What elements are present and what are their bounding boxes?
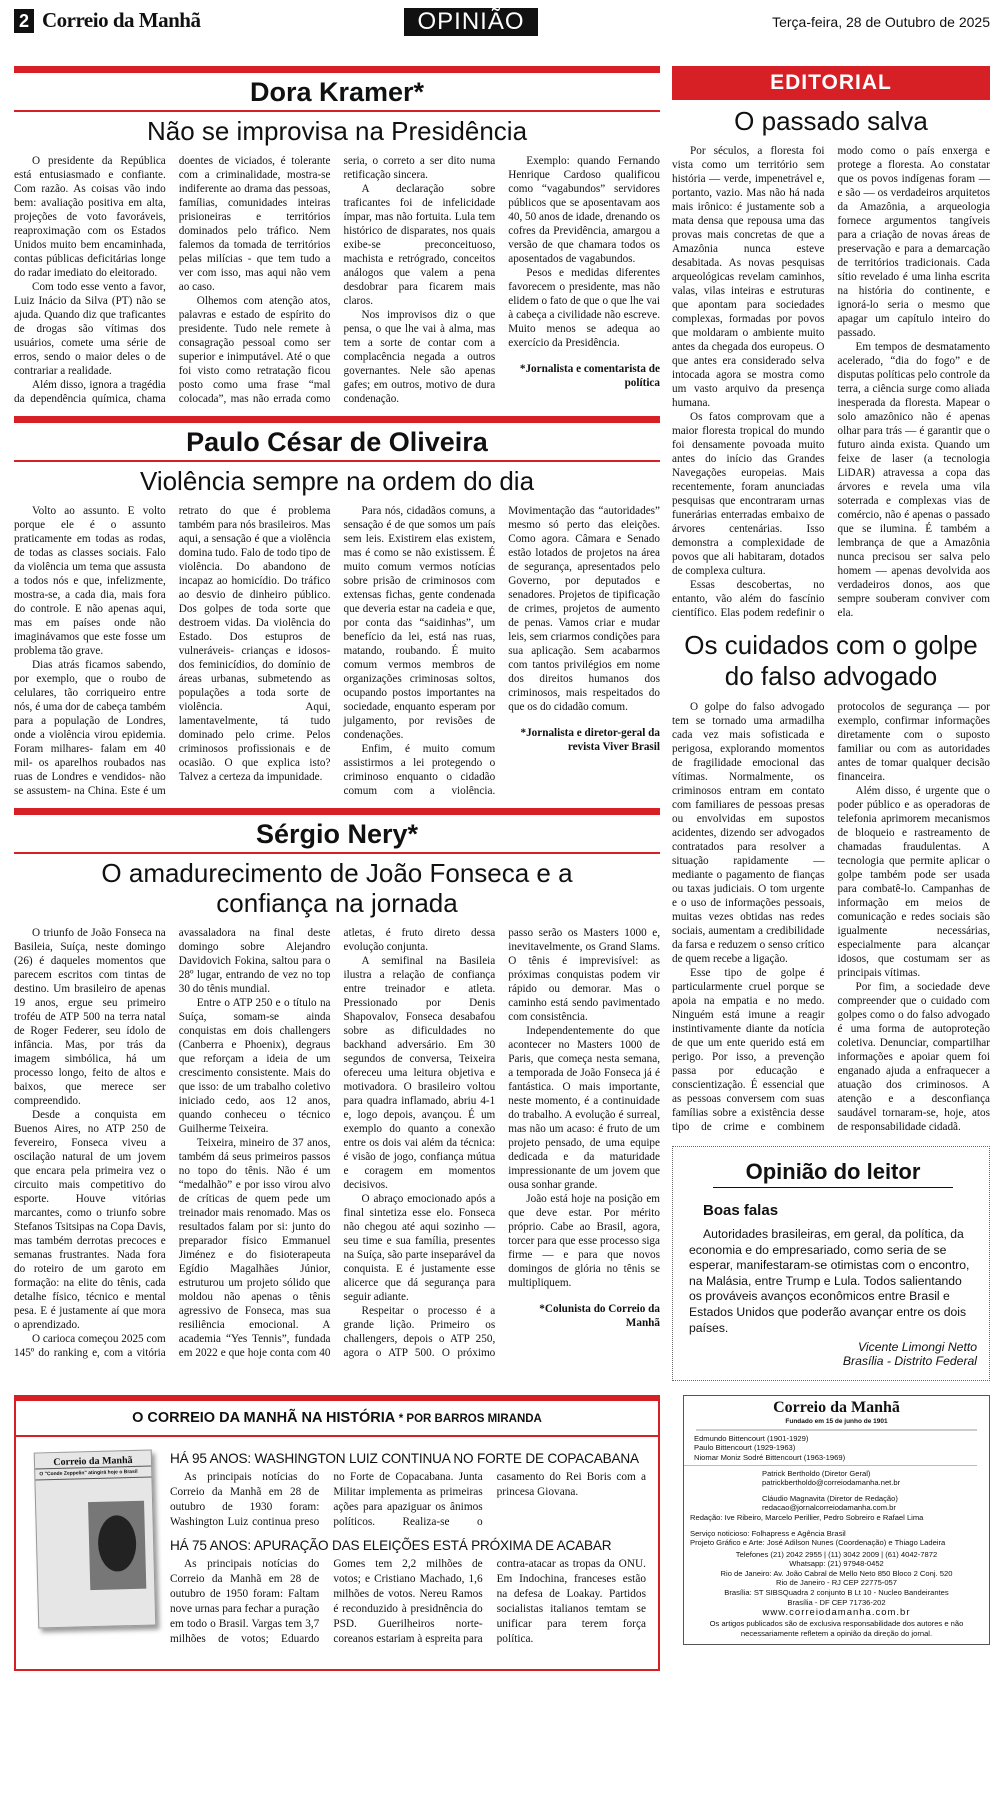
editorial-headline: O passado salva [734, 106, 928, 136]
column-author: Dora Kramer* [249, 77, 425, 107]
paragraph: O triunfo de João Fonseca na Basileia, Suíça, neste domingo (26) é daqueles momentos que parecem escritos com tintas de destino. Um brasileiro de apenas 19 anos, ergue seu primeiro troféu de ATP 500 na terra natal de Roger Federer, seu ídolo de infância. Mas, por trás da imagem simbólica, há um processo longo, feito de altos e baixos, que merece ser compreendido. [14, 927, 166, 1107]
divider [14, 852, 660, 854]
paragraph: Essas descobertas, no entanto, vão além do fascínio científico. Elas podem redefinir o modo como o país enxerga e protege a floresta. Ao constatar que os povos indígenas foram — e são — os verdadeiros arquitetos da Amazônia, a arqueologia fornece argumentos tangíveis para a criação de novas áreas de preservação e para a demarcação de territórios tradicionais. Cada sítio revelado é uma linha escrita na história do continente, e ignorá-lo seria o mesmo que apagar um capítulo inteiro do passado. [672, 145, 990, 619]
author-signature: *Jornalista e diretor-geral da revista Viver Brasil [520, 727, 660, 753]
paragraph: Para nós, cidadãos comuns, a sensação é de que somos um país sem leis. Existirem elas existem, mas é como se não existissem. É muito comum vermos notícias sobre prisão de criminosos com extensas fichas, gente condenada que deveria estar na cadeia e que, por conta das “saidinhas”, um benefício da lei, está nas ruas, matando, roubando. É muito comum vermos membros de organizações criminosas soltos, ocupando postos importantes na sociedade, enquanto esperam por julgamento, por revisões de condenações. [343, 505, 496, 741]
letter-headline: Boas falas [703, 1202, 779, 1219]
paragraph: Em tempos de desmatamento acelerado, “dia do fogo” e de disputas políticas pelo controle da terra, a ciência surge como aliada inesperada da floresta. Mapear o solo amazônico não é apenas olhar para trás — é garantir que o futuro ainda exista. Quando um feixe de laser (a tecnologia LiDAR) atravessa a copa das árvores e revela uma vila soterrada e complexas vias de comércio, não é apenas o passado que se ilumina. É também a lembrança de que a Amazônia nunca precisou ser salva pelo homem — apenas devolvida aos verdadeiros donos, aos que sempre souberam conviver com ela. [837, 341, 990, 619]
paragraph: João está hoje na posição em que deve estar. Por mérito próprio. Cabe ao Brasil, agora, torcer para que esse processo siga firme — e para que novos domingos de glória no tênis se multipliquem. [508, 1193, 660, 1289]
column-author: Sérgio Nery* [255, 819, 419, 849]
author-signature: *Colunista do Correio da Manhã [539, 1303, 660, 1329]
paragraph: A declaração sobre traficantes foi de infelicidade ímpar, mas não fortuita. Lula tem histórico de disparates, nos quais exibe-se preconceituoso, machista e retrógrado, conceitos análogos que valem a pena desdobrar para ficarem mais claros. [343, 183, 496, 307]
article-paulo-cesar [14, 416, 660, 798]
founder: Paulo Bittencourt (1929-1963) [694, 1443, 796, 1453]
masthead-logo: Correio da Manhã [42, 8, 201, 32]
newspaper-thumbnail [34, 1450, 157, 1629]
paragraph: Desde a conquista em Buenos Aires, no ATP 250 de fevereiro, Fonseca viveu a oscilação natural de um jovem que encara pela primeira vez o circuito mais competitivo do esporte. Houve vitórias marcantes, como o triunfo sobre Stefanos Tsitsipas na Copa Davis, mas também derrotas precoces e semanas frustrantes. Nada fora do roteiro de um garoto em formação: na elite do tênis, cada detalhe físico, técnico e mental pesa. E é justamente aí que mora o aprendizado. [14, 1109, 166, 1331]
paragraph: Além disso, ignora a tragédia da dependência química, chama doentes de viciados, é tolerante com a criminalidade, mostra-se indiferente ao drama das pessoas, famílias, comunidades inteiras prisioneiras e territórios dominados pelo tráfico. Nem falemos da tomada de territórios pelas milícias - que tem tudo a ver com isso, mas aqui não vem ao caso. [14, 155, 331, 405]
article-dora-kramer [14, 66, 660, 406]
opinion-columns [14, 56, 660, 1366]
letter-author: Vicente Limongi Netto [857, 1340, 977, 1355]
editorial-label: EDITORIAL [672, 66, 990, 100]
paragraph: Independentemente do que acontecer no Masters 1000 de Paris, que começa nesta semana, a temporada de João Fonseca já é fantástica. O mais importante, neste momento, é a continuidade do trabalho. A evolução é surreal, mas não um acaso: é fruto de um projeto pensado, de uma equipe dedicada e da maturidade impressionante de um jovem que ousa sonhar grande. [508, 1025, 660, 1191]
paragraph: O golpe do falso advogado tem se tornado uma armadilha cada vez mais sofisticada e perigosa, explorando momentos de fragilidade emocional das vítimas. Normalmente, os criminosos entram em contato com familiares de pessoas presas ou envolvidas em supostos acidentes, dizendo ser advogados contratados para resolver a situação rapidamente — mediante o pagamento de fianças ou taxas judiciais. O tom urgente e o uso de informações pessoais, muitas vezes obtidas nas redes sociais, aumentam a credibilidade da farsa e reduzem o senso crítico de quem recebe a ligação. [672, 701, 825, 965]
article-sergio-nery [14, 808, 660, 1360]
letter-text: Autoridades brasileiras, em geral, da política, da economia e do empresariado, como seria de se esperar, manifestaram-se otimistas com o encontro, na Malásia, entre Trump e Lula. Todos salientando os prováveis avanços econômicos entre Brasil e Estados Unidos que poderão avançar entre os dois países. [689, 1227, 970, 1335]
website-link[interactable]: www.correiodamanha.com.br [762, 1607, 911, 1619]
paragraph: O abraço emocionado após a final sintetiza esse elo. Fonseca não chegou até aqui sozinho — seu time e sua família, presentes na Suíça, são parte inseparável da conquista. E é justamente esse alicerce que dá segurança para seguir adiante. [343, 1193, 496, 1303]
paragraph: Esse tipo de golpe é particularmente cruel porque se apoia na empatia e no medo. Ninguém está imune a reagir instintivamente diante da notícia de que um ente querido está em perigo. Por isso, a prevenção passa por educação e conscientização. É essencial que as pessoas conversem com suas famílias sobre a existência desse tipo de crime e combinem protocolos de segurança — por exemplo, confirmar informações diretamente com o suposto familiar ou com as autoridades antes de tomar qualquer decisão financeira. [672, 701, 990, 1133]
paragraph: Exemplo: quando Fernando Henrique Cardoso qualificou como “vagabundos” servidores públicos que se aposentavam aos 40, 50 anos de idade, drenando os cofres da Previdência, amargou a versão de que chamara todos os aposentados de vagabundos. [508, 155, 660, 265]
paragraph: Olhemos com atenção atos, palavras e estado de espírito do presidente. Tudo nele remete à consagração pessoal como ser superior e inimputável. Até o que foi visto como retratação ficou posto como uma frase “mal colocada”, mas não errada como seria, o correto a ser dito numa retificação sincera. [178, 155, 496, 405]
paragraph: O carioca começou 2025 com 145º do ranking e, com a vitória avassaladora na final deste domingo sobre Alejandro Davidovich Fokina, saltou para o 28º lugar, entrando de vez no top 30 do tênis mundial. [14, 927, 331, 1359]
bottom-section [0, 1381, 1003, 1681]
issue-date: Terça-feira, 28 de Outubro de 2025 [772, 14, 990, 30]
page-header [0, 0, 1003, 56]
divider [14, 416, 660, 423]
paragraph: Enfim, é muito comum assistirmos a lei protegendo o criminoso enquanto o cidadão comum com a violência. Movimentação das “autoridades” mesmo só perto das eleições. Como agora. Câmara e Senado estão lotados de projetos na área de segurança, apresentados pelo Governo, por deputados e senadores. Projetos de tipificação de crimes, projetos de aumento de penas. Vamos criar e mudar leis, sem criarmos condições para sua aplicação. Sem acabarmos com tantos privilégios em nome dos direitos humanos dos criminosos, mais respeitados do que os do cidadão comum. [343, 505, 660, 797]
contact-line: Telefones (21) 2042 2955 | (11) 3042 2009 | (61) 4042-7872 [735, 1549, 938, 1559]
paragraph: Dias atrás ficamos sabendo, por exemplo, que o roubo de celulares, tão corriqueiro entre nós, é uma dor de cabeça também para a população de Londres, onde a violência virou epidemia. Foram milhares- falam em 40 mil- os aparelhos roubados nas ruas de Londres e vendidos- não se assustem- na China. Este é um retrato do que é problema também para nós brasileiros. Mas aqui, a sensação é que a violência domina tudo. Falo de todo tipo de violência. Do abandono de incapaz ao homicídio. Do tráfico ao desvio de dinheiro público. Dos golpes de toda sorte que destroem vidas. Da violência do Estado. Dos estupros de vulneráveis- crianças e idosos- dos feminicídios, do domínio de áreas urbanas, submetendo as populações a toda sorte de violência. Aqui, lamentavelmente, tá tudo dominado pelo crime. Pelos criminosos profissionais e de ocasião. O que explica isto? Talvez a certeza da impunidade. [14, 505, 331, 797]
paragraph: O presidente da República está entusiasmado e confiante. Com razão. As coisas vão indo bem: avaliação positiva em alta, projeções de voto favoráveis, reaproximação com os Estados Unidos muito bem encaminhada, contas públicas deficitárias longe do radar imediato do eleitorado. [14, 155, 166, 279]
staff: Redação: Ive Ribeiro, Marcelo Perillier, Pedro Sobreiro e Rafael Lima [690, 1512, 924, 1522]
article-body [14, 504, 660, 798]
paragraph: Com todo esse vento a favor, Luiz Inácio da Silva (PT) não se ajuda. Quando diz que traficantes de drogas são vítimas dos usuários, comete uma série de erros, sendo o maior deles o de contrariar a realidade. [14, 281, 166, 377]
author-signature: *Jornalista e comentarista de política [519, 363, 660, 389]
history-headline: HÁ 75 ANOS: APURAÇÃO DAS ELEIÇÕES ESTÁ PRÓXIMA DE ACABAR [170, 1538, 612, 1554]
history-headline: HÁ 95 ANOS: WASHINGTON LUIZ CONTINUA NO FORTE DE COPACABANA [170, 1451, 639, 1467]
history-text: As principais notícias do Correio da Manhã em 28 de outubro de 1930 foram: Washington Luiz continua preso no Forte de Copacabana. Junta Militar implementa as primeiras ações para apaziguar os ânimos políticos. Realiza-se o casamento do Rei Boris com a princesa Giovana. [170, 1471, 646, 1529]
section-label: OPINIÃO [404, 8, 538, 36]
paragraph: Os fatos comprovam que a maior floresta tropical do mundo foi densamente povoada muito antes do início das Grandes Navegações europeias. Mais recentemente, foram anunciadas pesquisas que encontraram urnas funerárias enterradas embaixo de árvores centenárias. Isso demonstra a complexidade de povos que ali habitaram, dotados de complexa cultura. [672, 411, 825, 577]
history-title-text: O CORREIO DA MANHÃ NA HISTÓRIA [132, 1410, 395, 1427]
article-headline: Violência sempre na ordem do dia [139, 466, 535, 496]
paragraph: Por séculos, a floresta foi vista como um território sem história — verde, impenetrável e, portanto, vazio. Mas não há nada mais irônico: é justamente sob a mata densa que repousa uma das provas mais concretas de que a Amazônia nunca esteve desabitada. As novas pesquisas arqueológicas revelam caminhos, valas, vilas inteiras e estruturas que apontam para sociedades complexas, formadas por povos que moldaram o ambiente muito antes da chegada dos europeus. O que antes era considerado selva intocada agora se mostra como um vasto arquivo da presença humana. [672, 145, 825, 409]
contact-line: Brasília: ST SIBSQuadra 2 conjunto B Lt 10 - Nucleo Bandeirantes [724, 1588, 949, 1598]
paragraph: Respeitar o processo é a grande lição. Primeiro os challengers, depois o ATP 250, agora o ATP 500. O próximo passo serão os Masters 1000 e, inevitavelmente, os Grand Slams. O tênis é imprevisível: as próximas conquistas podem vir rápido ou demorar. Mas o caminho está sendo pavimentado com consistência. [343, 927, 660, 1359]
director-email[interactable]: redacao@jornalcorreiodamanha.com.br [762, 1503, 896, 1513]
reader-opinion-box [672, 1146, 990, 1381]
history-text: As principais notícias do Correio da Manhã em 28 de outubro de 1950 foram: Faltam nove urnas para fechar a puração em todo o Brasil. Vargas tem 3,7 milhões de votos; Eduardo Gomes tem 2,2 milhões de votos; e Cristiano Machado, 1,6 milhões de votos. Nereu Ramos é reconduzido à presidnência do PSD. Guerilheiros norte-coreanos estariam à espreita para contra-atacar as tropas da ONU. Em Indochina, franceses estão na defesa de Loakay. Partidos socialistas italianos temtam se unificar para terem força política. [170, 1558, 646, 1646]
contact-line: Whatsapp: (21) 97948-0452 [789, 1559, 884, 1569]
disclaimer: Os artigos publicados são de exclusiva responsabilidade dos autores e não necessariamente refletem a opinião da direção do jornal. [709, 1619, 964, 1638]
paragraph: Pesos e medidas diferentes favorecem o presidente, mas não elidem o fato de que o que lhe vai à cabeça a civilidade não escreve. Muito menos se adequa ao exercício da Presidência. [508, 267, 660, 349]
thumbnail-headline: O "Conde Zeppelin" atingirá hoje o Brasil [35, 1466, 151, 1481]
founded-date: Fundado em 15 de junho de 1901 [696, 1417, 977, 1431]
news-service: Serviço noticioso: Folhapress e Agência Brasil [690, 1528, 846, 1538]
design-credits: Projeto Gráfico e Arte: José Adilson Nunes (Coordenação) e Thiago Ladeira [690, 1538, 946, 1548]
director: Patrick Bertholdo (Diretor Geral) [762, 1468, 871, 1478]
founders-list [684, 1434, 977, 1466]
paragraph: Teixeira, mineiro de 37 anos, também dá seus primeiros passos no topo do tênis. Não é um “medalhão” e por isso virou alvo de críticas de quem pede um treinador mais renomado. Mas os resultados falam por si: junto do preparador físico Emmanuel Jiménez e do fisioterapeuta Egídio Magalhães Júnior, estruturou um projeto sólido que moldou não apenas o tênis agressivo de Fonseca, mas sua resiliência emocional. A academia “Yes Tennis”, fundada em 2022 e que hoje conta com 40 atletas, é fruto direto dessa evolução conjunta. [178, 927, 496, 1359]
article-body [14, 926, 660, 1360]
letter-location: Brasília - Distrito Federal [842, 1354, 977, 1369]
history-title [16, 1401, 658, 1437]
editorial-column [672, 56, 990, 1381]
paragraph: Além disso, é urgente que o poder público e as operadoras de telefonia aprimorem mecanismos de bloqueio e rastreamento de chamadas fraudulentas. A tecnologia que permite aplicar o golpe também pode ser usada para combatê-lo. Campanhas de informação em meios de comunicação e redes sociais são igualmente necessárias, especialmente para alcançar idosos, que costumam ser as principais vítimas. [837, 785, 990, 979]
article-headline: Não se improvisa na Presidência [146, 116, 528, 146]
contact-line: Rio de Janeiro: Av. João Cabral de Mello Neto 850 Bloco 2 Conj. 520 [720, 1568, 953, 1578]
divider [14, 460, 660, 462]
history-byline: * POR BARROS MIRANDA [398, 1413, 542, 1426]
contact-line: Brasília - DF CEP 71736-202 [787, 1597, 886, 1607]
paragraph: Entre o ATP 250 e o título na Suíça, somam-se ainda conquistas em dois challengers (Canberra e Phoenix), degraus que reforçam a ideia de um crescimento consistente. Mais do que isso: de um trabalho coletivo iniciado cedo, aos 12 anos, quando conheceu o técnico Guilherme Teixeira. [178, 997, 331, 1135]
founder: Niomar Moniz Sodré Bittencourt (1963-1969) [694, 1452, 846, 1462]
masthead-box [683, 1395, 990, 1645]
history-box [14, 1395, 660, 1671]
column-author: Paulo César de Oliveira [186, 427, 488, 457]
director: Cláudio Magnavita (Diretor de Redação) [762, 1493, 898, 1503]
divider [14, 808, 660, 815]
divider [14, 66, 660, 73]
contact-line: Rio de Janeiro - RJ CEP 22775-057 [775, 1578, 897, 1588]
article-headline: O amadurecimento de João Fonseca e a confiança na jornada [101, 858, 573, 918]
editorial-headline: Os cuidados com o golpe do falso advogado [684, 630, 978, 691]
paragraph: Nos improvisos diz o que pensa, o que lhe vai à alma, mas tem a sorte de contar com a complacência negada a outros governantes. Nele são apenas gafes; em outros, motivo de dura condenação. [343, 309, 496, 405]
paragraph: Volto ao assunto. E volto porque ele é o assunto praticamente em todas as rodas, de todas as classes sociais. Falo da violência um tema que assusta a todos nós e que, infelizmente, mostra-se, a cada dia, mais fora do controle. E não apenas aqui, mas em países onde não imaginávamos que este fosse um problema tão grave. [14, 505, 166, 657]
paragraph: A semifinal na Basileia ilustra a relação de confiança entre treinador e atleta. Pressionado por Denis Shapovalov, Fonseca desabafou sobre as dificuldades no backhand adversário. Em 30 segundos de conversa, Teixeira ofereceu uma leitura objetiva e motivadora. O brasileiro voltou para quadra inflamado, abriu 4-1 e, logo depois, avançou. É um exemplo do quanto a conexão entre os dois vai além da técnica: é visão de jogo, confiança mútua e coragem em momentos decisivos. [343, 955, 496, 1191]
paragraph: Por fim, a sociedade deve compreender que o cuidado com golpes como o do falso advogado é uma forma de autoproteção coletiva. Denunciar, compartilhar informações e apoiar quem foi enganado ajuda a enfraquecer a atuação dos criminosos. A atenção e a desconfiança saudável tornaram-se, hoje, atos de responsabilidade cidadã. [837, 981, 990, 1133]
editorial-body [672, 144, 990, 620]
thumbnail-logo: Correio da Manhã [53, 1455, 133, 1469]
article-body [14, 154, 660, 406]
main-content [0, 56, 1003, 1381]
director-email[interactable]: patrickbertholdo@correiodamanha.net.br [762, 1478, 901, 1488]
founder: Edmundo Bittencourt (1901-1929) [694, 1433, 809, 1443]
page-number: 2 [14, 9, 34, 33]
zeppelin-photo [88, 1501, 146, 1590]
divider [14, 110, 660, 112]
expediente-logo: Correio da Manhã [773, 1399, 900, 1417]
editorial-body [672, 700, 990, 1134]
reader-opinion-title: Opinião do leitor [713, 1159, 953, 1188]
